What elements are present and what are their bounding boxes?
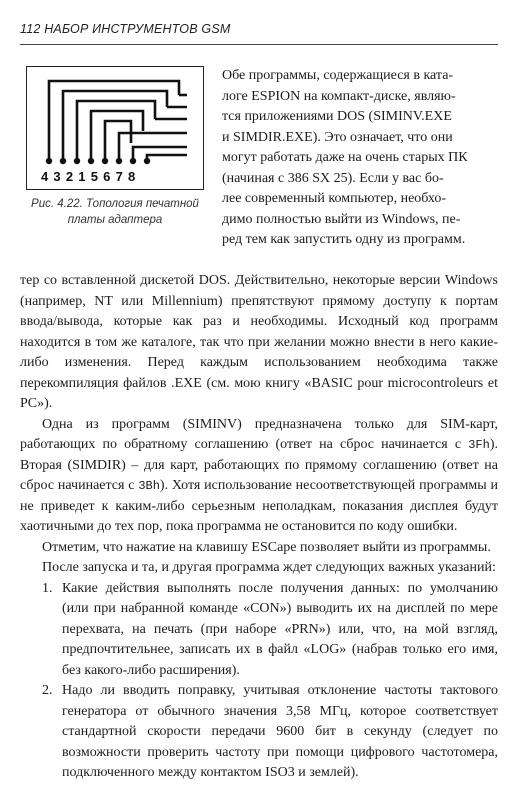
para1-line: димо полностью выйти из Windows, пе-: [222, 211, 461, 227]
main-text: [20, 271, 498, 784]
code-3fh: 3Fh: [468, 438, 490, 452]
pin-labels: 43215678: [41, 169, 141, 184]
list-item: 2. Надо ли вводить поправку, учитывая отклонение частоты тактового генератора от обычного значения 3,58 МГц, которое соответствует стандартной скорости передачи 9600 бит в секунду (следует по возможности проверить частоту при помощи цифрового частотомера, подключенного между контактом ISO3 и землей).: [42, 683, 498, 780]
pcb-figure: [26, 66, 204, 190]
figure-caption: Рис. 4.22. Топология печатной платы адаптера: [31, 198, 199, 226]
para1-line: логе ESPION на компакт-диске, являю-: [222, 88, 456, 104]
para-siminv: Одна из программ (SIMINV) предназначена только для SIM-карт, работающих по обратному соглашению (ответ на сброс начинается с 3Fh). Вторая (SIMDIR) – для карт, работающих по прямому соглашению (ответ на сброс начинается с 3Bh). Хотя использование несоответствующей программы и не приведет к каким-либо серьезным неполадкам, показания дисплея будут хаотичными до тех пор, пока программа не остановится по коду ошибки.: [20, 416, 499, 534]
para-instructions-intro: После запуска и та, и другая программа ждет следующих важных указаний:: [42, 560, 496, 575]
list-item: 1. Какие действия выполнять после получения данных: по умолчанию (или при набранной команде «CON») выводить их на дисплей по мере перехвата, на печать (при наборе «PRN») или, что, на мой взгляд, предпочтительнее, записать их в файл «LOG» (набрав только его имя, без какого-либо расширения).: [42, 580, 498, 678]
running-header: 112 НАБОР ИНСТРУМЕНТОВ GSM: [20, 22, 231, 36]
para1-line: лее современный компьютер, необхо-: [222, 191, 446, 206]
para1-line: (начиная с 386 SX 25). Если у вас бо-: [222, 170, 444, 186]
pcb-layout-drawing: [27, 67, 203, 189]
para-escape: Отметим, что нажатие на клавишу ESCape позволяет выйти из программы.: [42, 539, 491, 555]
para1-line: тся приложениями DOS (SIMINV.EXE: [222, 109, 452, 124]
para1-line: могут работать даже на очень старых ПК: [222, 150, 468, 165]
header-rule: [20, 44, 498, 45]
para1-continuation: тер со вставленной дискетой DOS. Действительно, некоторые версии Windows (например, NT или Millennium) препятствуют прямому доступу к портам ввода/вывода, которые как раз и необходимы. Исходный код программ находится в том же каталоге, так что при желании можно внести в него какие-либо изменения. Перед каждым использованием необходима также перекомпиляция файлов .EXE (см. мою книгу «BASIC pour microcontroleurs et PC»).: [20, 273, 498, 411]
para1-line: и SIMDIR.EXE). Это означает, что они: [222, 129, 453, 145]
instructions-list: [20, 579, 498, 784]
code-3bh: 3Bh: [138, 479, 160, 493]
para1-line: ред тем как запустить одну из программ.: [222, 232, 466, 247]
para1-line: Обе программы, содержащиеся в ката-: [222, 68, 454, 83]
